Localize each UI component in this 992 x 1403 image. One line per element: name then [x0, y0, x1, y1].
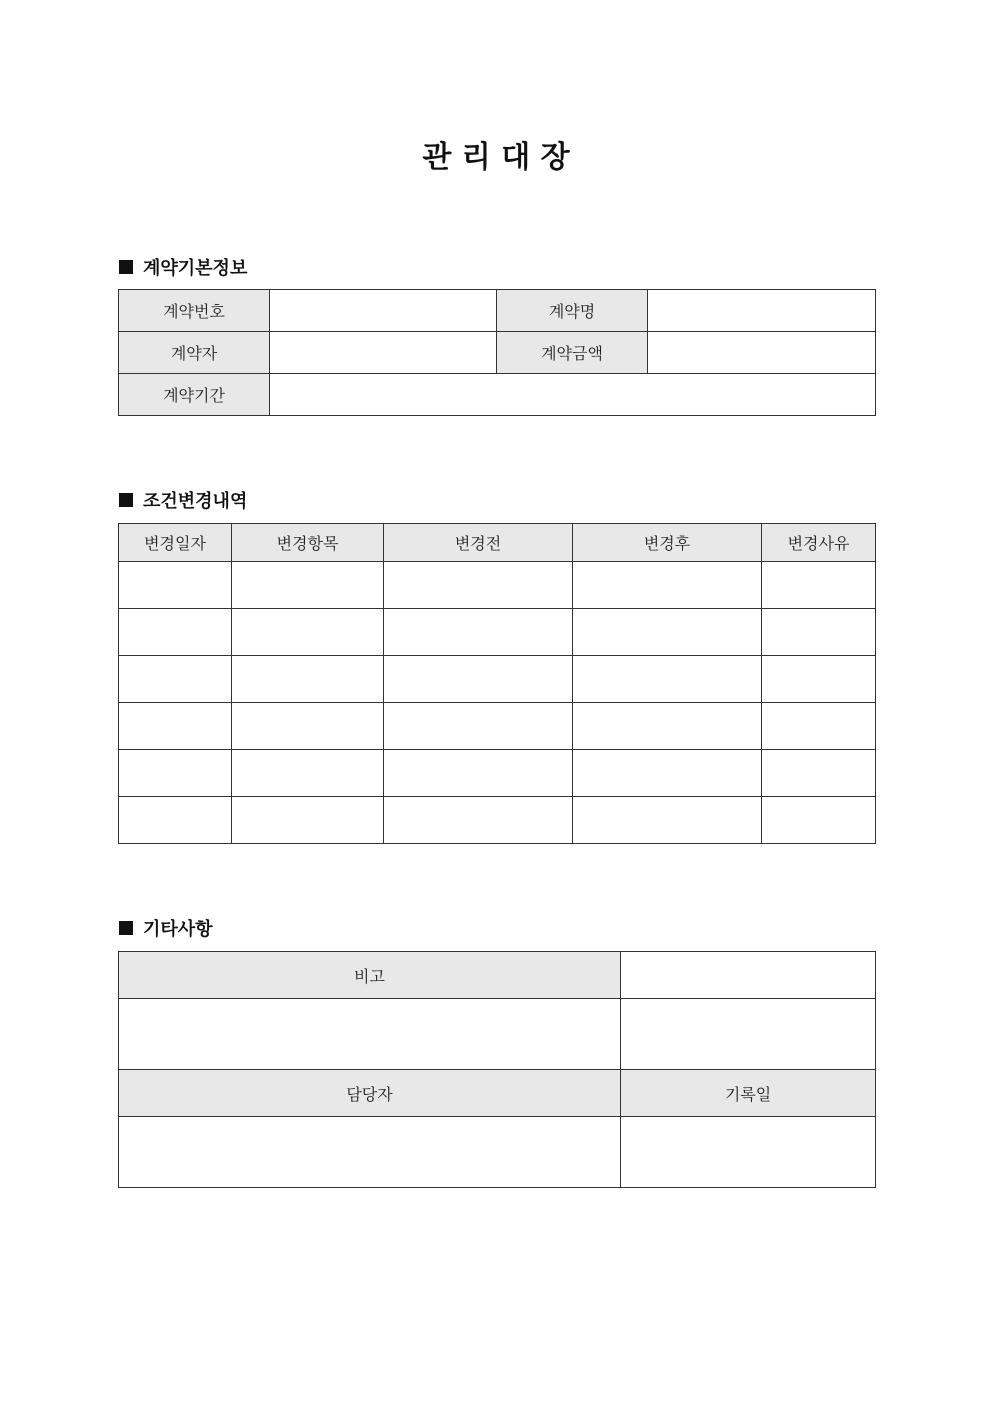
table-cell[interactable] — [119, 797, 232, 844]
remarks-side-field[interactable] — [621, 952, 876, 999]
table-cell[interactable] — [119, 609, 232, 656]
table-cell[interactable] — [573, 609, 762, 656]
table-row — [119, 750, 876, 797]
table-cell[interactable] — [119, 656, 232, 703]
section-heading-misc-label: 기타사항 — [143, 919, 213, 940]
table-cell[interactable] — [232, 797, 384, 844]
record-date-field[interactable] — [621, 1117, 876, 1188]
contract-period-label: 계약기간 — [119, 374, 270, 416]
column-header-after: 변경후 — [573, 524, 762, 562]
table-cell[interactable] — [384, 562, 573, 609]
table-cell[interactable] — [573, 656, 762, 703]
table-cell[interactable] — [119, 750, 232, 797]
record-date-label: 기록일 — [621, 1070, 876, 1117]
section-heading-changes-label: 조건변경내역 — [143, 491, 248, 512]
manager-label: 담당자 — [119, 1070, 621, 1117]
contract-period-field[interactable] — [270, 374, 876, 416]
misc-table — [118, 951, 876, 1188]
table-cell[interactable] — [232, 703, 384, 750]
manager-field[interactable] — [119, 1117, 621, 1188]
table-cell[interactable] — [119, 703, 232, 750]
table-cell[interactable] — [573, 797, 762, 844]
contract-no-field[interactable] — [270, 290, 497, 332]
table-row — [119, 1117, 876, 1188]
column-header-change-date: 변경일자 — [119, 524, 232, 562]
table-row — [119, 609, 876, 656]
table-cell[interactable] — [573, 750, 762, 797]
remarks-label: 비고 — [119, 952, 621, 999]
column-header-change-item: 변경항목 — [232, 524, 384, 562]
table-row — [119, 797, 876, 844]
contract-basic-table — [118, 289, 876, 416]
table-cell[interactable] — [232, 562, 384, 609]
section-heading-basic — [119, 254, 247, 280]
table-cell[interactable] — [384, 703, 573, 750]
square-bullet-icon — [119, 493, 133, 507]
square-bullet-icon — [119, 260, 133, 274]
table-cell[interactable] — [762, 562, 876, 609]
table-cell[interactable] — [384, 656, 573, 703]
table-cell[interactable] — [384, 609, 573, 656]
table-header-row — [119, 952, 876, 999]
contract-amount-field[interactable] — [648, 332, 876, 374]
table-row — [119, 562, 876, 609]
column-header-reason: 변경사유 — [762, 524, 876, 562]
table-row — [119, 999, 876, 1070]
contract-no-label: 계약번호 — [119, 290, 270, 332]
contractor-label: 계약자 — [119, 332, 270, 374]
table-cell[interactable] — [573, 703, 762, 750]
contract-name-label: 계약명 — [497, 290, 648, 332]
table-row — [119, 656, 876, 703]
table-cell[interactable] — [119, 562, 232, 609]
section-heading-misc — [119, 915, 213, 941]
table-cell[interactable] — [762, 703, 876, 750]
section-heading-changes — [119, 487, 247, 513]
change-history-table — [118, 523, 876, 844]
table-cell[interactable] — [384, 797, 573, 844]
table-header-row — [119, 524, 876, 562]
table-row — [119, 703, 876, 750]
page-title: 관 리 대 장 — [422, 140, 570, 175]
square-bullet-icon — [119, 921, 133, 935]
table-row — [119, 332, 876, 374]
table-cell[interactable] — [384, 750, 573, 797]
section-heading-basic-label: 계약기본정보 — [143, 258, 248, 279]
table-row — [119, 290, 876, 332]
table-header-row — [119, 1070, 876, 1117]
contract-amount-label: 계약금액 — [497, 332, 648, 374]
table-cell[interactable] — [762, 797, 876, 844]
contract-name-field[interactable] — [648, 290, 876, 332]
contractor-field[interactable] — [270, 332, 497, 374]
table-cell[interactable] — [232, 609, 384, 656]
table-cell[interactable] — [762, 609, 876, 656]
table-cell[interactable] — [573, 562, 762, 609]
remarks-field[interactable] — [119, 999, 621, 1070]
column-header-before: 변경전 — [384, 524, 573, 562]
remarks-extra-field[interactable] — [621, 999, 876, 1070]
table-cell[interactable] — [232, 656, 384, 703]
table-row — [119, 374, 876, 416]
table-cell[interactable] — [232, 750, 384, 797]
table-cell[interactable] — [762, 750, 876, 797]
table-cell[interactable] — [762, 656, 876, 703]
